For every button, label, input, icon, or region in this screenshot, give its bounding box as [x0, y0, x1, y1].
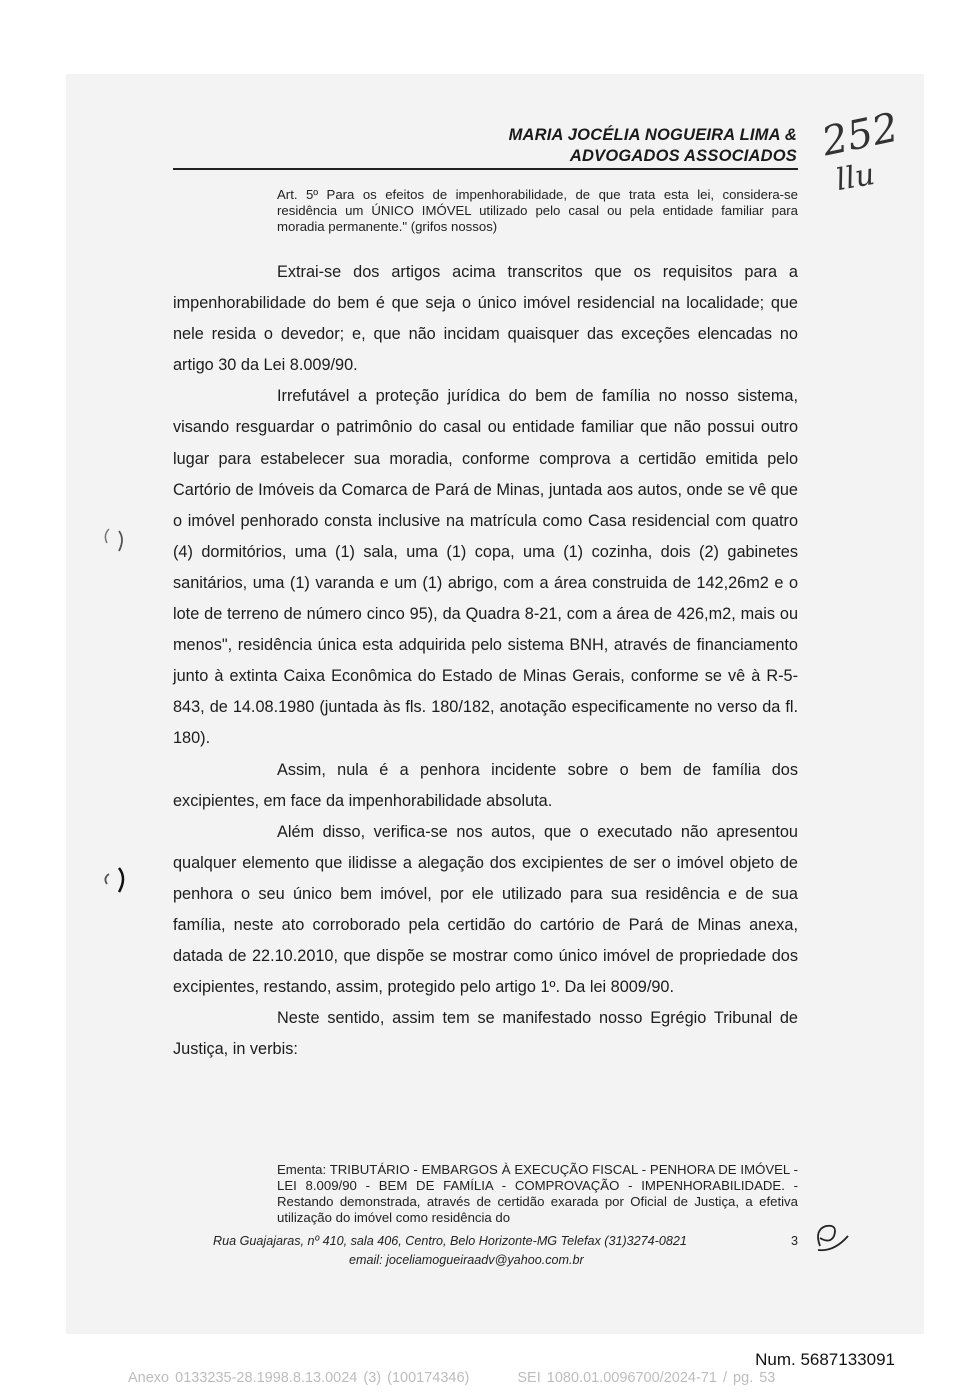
punch-hole-mark: [95, 515, 135, 565]
handwritten-initials: llu: [833, 156, 878, 199]
footer-address: [213, 1234, 798, 1248]
handwritten-rubric: [808, 1216, 858, 1256]
paragraph: Extrai-se dos artigos acima transcritos que os requisitos para a impenhorabilidade do bem é que seja o único imóvel residencial na localidade; que nele resida o devedor; e, que não incidam quaisquer das exceções elencadas no artigo 30 da Lei 8.009/90.: [173, 263, 798, 375]
punch-hole-mark: [95, 860, 135, 910]
firm-name-line2: ADVOGADOS ASSOCIADOS: [569, 147, 797, 165]
footer-email: email: joceliamogueiraadv@yahoo.com.br: [349, 1253, 584, 1267]
document-reference: [128, 1370, 823, 1386]
paragraph: Neste sentido, assim tem se manifestado nosso Egrégio Tribunal de Justiça, in verbis:: [173, 1009, 798, 1059]
quoted-article: Art. 5º Para os efeitos de impenhorabilidade, de que trata esta lei, considera-se residência um ÚNICO IMÓVEL utilizado pelo casal ou pela entidade familiar para moradia permanente." (grifos nossos): [277, 187, 798, 234]
page-number: 3: [790, 1234, 798, 1248]
address-text: Rua Guajajaras, nº 410, sala 406, Centro, Belo Horizonte-MG Telefax (31)3274-0821: [213, 1234, 687, 1248]
sei-reference: SEI 1080.01.0096700/2024-71 / pg. 53: [517, 1370, 776, 1386]
paragraph: Assim, nula é a penhora incidente sobre o bem de família dos excipientes, em face da impenhorabilidade absoluta.: [173, 760, 798, 810]
firm-name-line1: MARIA JOCÉLIA NOGUEIRA LIMA &: [508, 126, 797, 144]
ementa-quote: Ementa: TRIBUTÁRIO - EMBARGOS À EXECUÇÃO FISCAL - PENHORA DE IMÓVEL - LEI 8.009/90 - BEM DE FAMÍLIA - COMPROVAÇÃO - IMPENHORABILIDADE. - Restando demonstrada, através de certidão exarada por Oficial de Justiça, a efetiva utilização do imóvel como residência do: [277, 1162, 798, 1225]
paragraph: Além disso, verifica-se nos autos, que o executado não apresentou qualquer elemento que ilidisse a alegação dos excipientes de ser o imóvel objeto de penhora o seu único bem imóvel, por ele utilizado para sua residência e de sua família, neste ato corroborado pela certidão do cartório de Pará de Minas anexa, datada de 22.10.2010, que dispõe se mostrar como único imóvel de propriedade dos excipientes, restando, assim, protegido pelo artigo 1º. Da lei 8009/90.: [173, 822, 798, 997]
document-body: [173, 257, 798, 1065]
header-rule: [173, 168, 798, 170]
attachment-reference: Anexo 0133235-28.1998.8.13.0024 (3) (100174346): [128, 1370, 470, 1386]
document-number: Num. 5687133091: [755, 1350, 895, 1369]
handwritten-folio-number: 252: [818, 104, 903, 166]
firm-letterhead: [509, 125, 797, 167]
paragraph: Irrefutável a proteção jurídica do bem de família no nosso sistema, visando resguardar o patrimônio do casal ou entidade familiar que não possui outro lugar para estabelecer sua moradia, conforme comprova a certidão emitida pelo Cartório de Imóveis da Comarca de Pará de Minas, juntada aos autos, onde se vê que o imóvel penhorado consta inclusive na matrícula como Casa residencial com quatro (4) dormitórios, uma (1) sala, uma (1) copa, uma (1) cozinha, dois (2) gabinetes sanitários, uma (1) varanda e um (1) abrigo, com a área construida de 142,26m2 e o lote de terreno de número cinco 95), da Quadra 8-21, com a área de 426,m2, mais ou menos", residência única esta adquirida pelo sistema BNH, através de financiamento junto à extinta Caixa Econômica do Estado de Minas Gerais, conforme se vê à R-5-843, de 14.08.1980 (juntada às fls. 180/182, anotação especificamente no verso da fl. 180).: [173, 387, 798, 748]
